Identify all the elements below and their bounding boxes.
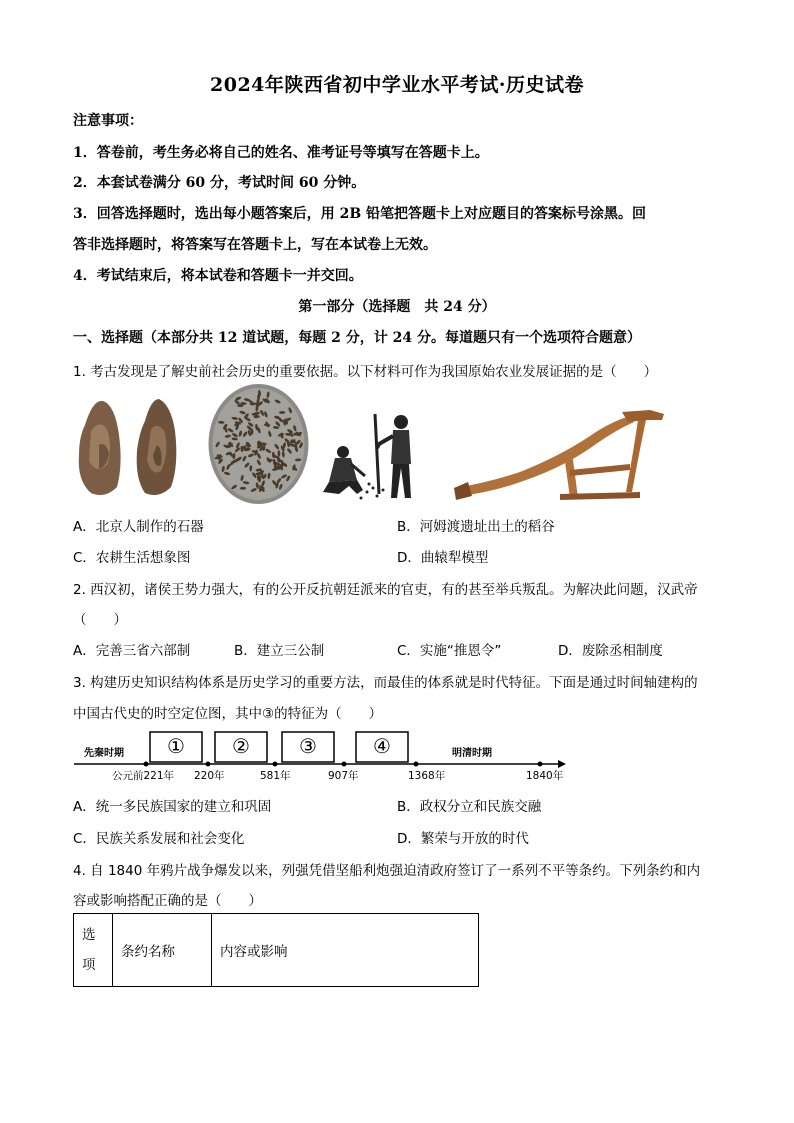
notice-item: 3．回答选择题时，选出每小题答案后，用 2B 铅笔把答题卡上对应题目的答案标号涂黑。回	[73, 206, 647, 222]
timeline-box-1: ①	[167, 734, 185, 758]
timeline-date: 1840年	[526, 770, 564, 782]
q3-option-b[interactable]: B．政权分立和民族交融	[397, 799, 542, 815]
q1-option-b[interactable]: B．河姆渡遗址出土的稻谷	[397, 519, 555, 535]
q1-option-a[interactable]: A．北京人制作的石器	[73, 519, 204, 535]
question-4-stem-cont: 容或影响搭配正确的是（ ）	[73, 893, 262, 909]
timeline-box-4: ④	[373, 734, 391, 758]
stone-tools-image	[71, 395, 186, 505]
table-header-treaty: 条约名称	[113, 914, 212, 987]
farming-illustration	[313, 410, 428, 505]
q1-option-c[interactable]: C．农耕生活想象图	[73, 550, 191, 566]
question-2-stem-cont: （ ）	[73, 612, 127, 628]
timeline-date: 907年	[328, 770, 359, 782]
notice-item: 2．本套试卷满分 60 分，考试时间 60 分钟。	[73, 175, 366, 191]
table-header-option: 选项	[74, 914, 113, 987]
table-header-content: 内容或影响	[212, 914, 479, 987]
part-heading: 第一部分（选择题 共 24 分）	[298, 299, 496, 315]
timeline-date: 581年	[260, 770, 291, 782]
timeline-date: 公元前221年	[112, 770, 175, 782]
timeline-date: 1368年	[408, 770, 446, 782]
q2-option-d[interactable]: D．废除丞相制度	[558, 643, 663, 659]
question-3-stem: 3. 构建历史知识结构体系是历史学习的重要方法，而最佳的体系就是时代特征。下面是通过时间轴建构的	[73, 675, 698, 691]
timeline-date: 220年	[194, 770, 225, 782]
question-4-stem: 4. 自 1840 年鸦片战争爆发以来，列强凭借坚船利炮强迫清政府签订了一系列不平等条约。下列条约和内	[73, 863, 701, 879]
plough-model-image	[450, 408, 672, 505]
timeline-box-2: ②	[232, 734, 250, 758]
notice-item: 1．答卷前，考生务必将自己的姓名、准考证号等填写在答题卡上。	[73, 145, 489, 161]
question-1-stem: 1. 考古发现是了解史前社会历史的重要依据。以下材料可作为我国原始农业发展证据的是（ ）	[73, 364, 658, 380]
q3-option-a[interactable]: A．统一多民族国家的建立和巩固	[73, 799, 272, 815]
rice-grains-image	[207, 382, 310, 506]
section-heading: 一、选择题（本部分共 12 道试题，每题 2 分，计 24 分。每道题只有一个选项符合题意）	[73, 330, 641, 346]
page-title: 2024年陕西省初中学业水平考试·历史试卷	[210, 74, 584, 96]
timeline-left-era: 先秦时期	[84, 748, 124, 759]
table-header-row	[74, 914, 479, 987]
q2-option-c[interactable]: C．实施“推恩令”	[397, 643, 502, 659]
treaty-table	[73, 913, 479, 987]
question-2-stem: 2. 西汉初，诸侯王势力强大，有的公开反抗朝廷派来的官吏，有的甚至举兵叛乱。为解决此问题，汉武帝	[73, 582, 698, 598]
q1-option-d[interactable]: D．曲辕犁模型	[397, 550, 489, 566]
q3-option-c[interactable]: C．民族关系发展和社会变化	[73, 831, 245, 847]
timeline-right-era: 明清时期	[452, 748, 492, 759]
notice-item: 答非选择题时，将答案写在答题卡上，写在本试卷上无效。	[73, 237, 437, 253]
q3-option-d[interactable]: D．繁荣与开放的时代	[397, 831, 529, 847]
question-3-stem-cont: 中国古代史的时空定位图，其中③的特征为（ ）	[73, 706, 383, 722]
timeline-diagram	[70, 728, 570, 784]
timeline-box-3: ③	[299, 734, 317, 758]
q2-option-b[interactable]: B．建立三公制	[234, 643, 325, 659]
notice-item: 4．考试结束后，将本试卷和答题卡一并交回。	[73, 268, 363, 284]
q2-option-a[interactable]: A．完善三省六部制	[73, 643, 191, 659]
notice-heading: 注意事项：	[73, 113, 143, 129]
